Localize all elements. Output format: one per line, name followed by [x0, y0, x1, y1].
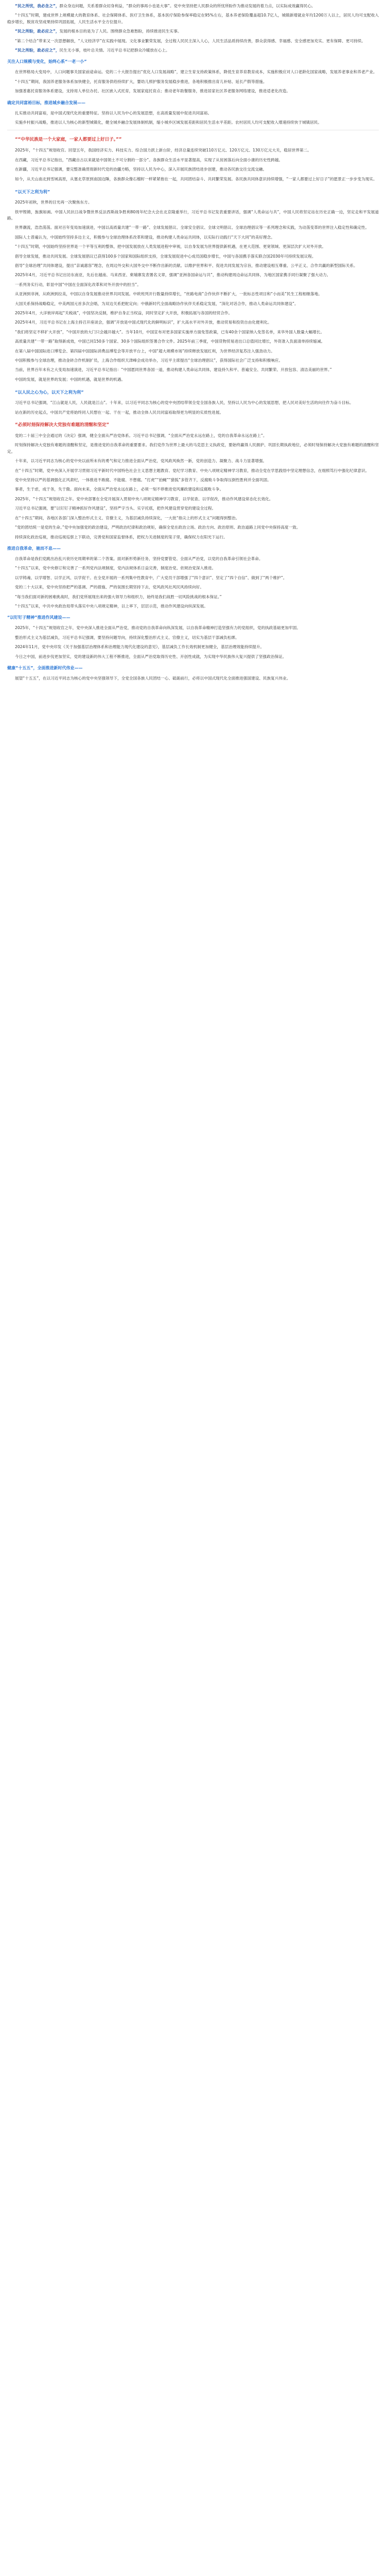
- paragraph-text: 倡导“全球治理”共同体建设，提出“亲诚惠容”理念，在周边外交和大国外交中不断作出新的贡献。以维护世界和平、促进共同发展为宗旨，推动建设相互尊重、公平正义、合作共赢的新型国际关系。: [15, 263, 358, 268]
- subheading: [7, 100, 379, 106]
- paragraph: [7, 110, 379, 116]
- paragraph-text: 2025年初秋，世界的目光再一次聚焦东方。: [15, 200, 92, 205]
- paragraph: [7, 12, 379, 25]
- paragraph: [7, 377, 379, 383]
- paragraph-text: 2025年，“十四五”规划收官。回望五年，我国经济实力、科技实力、综合国力跃上新台阶，经济总量连续突破110万亿元、120万亿元、130万亿元大关，稳居世界第二。: [15, 148, 311, 153]
- paragraph-text: “中华民族是一个大家庭，一家人都要过上好日子。”: [17, 137, 119, 143]
- paragraph-text: 发展的根本目的是为了人民。围绕群众急难愁盼，持续推进民生实事。: [59, 29, 182, 34]
- paragraph: [7, 486, 379, 493]
- paragraph: [7, 477, 379, 483]
- paragraph: [7, 263, 379, 269]
- paragraph: [7, 310, 379, 316]
- paragraph: [7, 79, 379, 85]
- paragraph-text: “十四五”时期，中国始终坚持世界是一个平等互利的整体，把中国发展放在人类发展进程中审视，以自身发展为世界提供新机遇，在更大范围、更宽领域、更深层次扩大对外开放。: [15, 244, 326, 249]
- paragraph-text: 2024年11月，党中央印发《关于加强基层治理体系和治理能力现代化建设的意见》，基层减负工作长效机制更加健全，基层治理效能持续提升。: [15, 645, 265, 650]
- paragraph-text: 党中央坚持以严的基调强化正风肃纪，一体推进不敢腐、不能腐、不想腐。“打虎”“拍蝇”“猎狐”多管齐下，反腐败斗争取得压倒性胜利并全面巩固。: [15, 478, 271, 483]
- paragraph-text: 健康“十五五”，全面推进新时代伟业——: [7, 665, 83, 670]
- paragraph: [7, 575, 379, 581]
- paragraph-text: 时刻保持解决大党独有难题的清醒和坚定，是推进党的自我革命的重要要求。我们党作为世界上最大的马克思主义执政党，要始终赢得人民拥护、巩固长期执政地位，必须时刻保持解决大党独有难题的清醒和坚定。: [7, 443, 379, 454]
- paragraph: [7, 635, 379, 641]
- paragraph: [7, 534, 379, 540]
- paragraph: [7, 603, 379, 609]
- paragraph-text: 整治形式主义为基层减负，习近平总书记强调，要坚持问题导向，持续深化整治形式主义、官僚主义，切实为基层干部减负松绑。: [15, 635, 239, 640]
- paragraph-text: 习近平总书记强调，要“以钉钉子精神抓好作风建设”，坚持严字当头、实字托底，把作风建设贯穿党的建设全过程。: [15, 506, 216, 511]
- paragraph: [7, 329, 379, 335]
- paragraph-text: 中国积极参与全球治理，推动金砖合作机制扩员，上海合作组织天津峰会成功举办，习近平主席提出“全球治理倡议”，获得国际社会广泛支持和积极响应。: [15, 358, 283, 363]
- paragraph-text: 2025年4月，大洋彼岸再起“关税战”，中国坚决反制，维护自身正当权益，同时坚定扩大开放，积极拓展与各国的经贸合作。: [15, 310, 233, 315]
- paragraph-text: 实施乡村振兴战略，推进以人为核心的新型城镇化，健全城乡融合发展体制机制，缩小城乡区域发展差距和居民生活水平差距。农村居民人均可支配收入增速持续快于城镇居民。: [15, 120, 322, 125]
- paragraph-text: 党的二十届三中全会通过的《决定》强调，健全全面从严治党体系。习近平总书记强调，“全面从严治党永远在路上，党的自我革命永远在路上”。: [15, 433, 267, 438]
- paragraph-text: 民生无小事，枝叶总关情。习近平总书记把群众冷暖放在心上。: [59, 48, 170, 53]
- paragraph: [7, 147, 379, 154]
- section-title: [7, 189, 379, 195]
- paragraph-text: 站在新的历史起点，中国共产党将始终同人民想在一起、干在一起，推动全体人民共同富裕取得更为明显的实质性进展。: [15, 410, 224, 415]
- paragraph: [7, 433, 379, 439]
- paragraph-text: 在西藏，习近平总书记指出，“西藏自古以来就是中国领土不可分割的一部分”。各族群众生活水平显著提高，实现了从贫困落后向全面小康的历史性跨越。: [15, 157, 283, 162]
- paragraph-text: 持续深化政治巡视，推动巡视巡察上下联动，完善党和国家监督体系，把权力关进制度的笼子里，确保权力在阳光下运行。: [15, 534, 227, 539]
- paragraph-text: 事者，生于虑，成于务，失于傲。面向未来，全面从严治党永远在路上，必须一刻不停推进党风廉政建设和反腐败斗争。: [15, 487, 224, 492]
- paragraph: [7, 524, 379, 531]
- paragraph-text: 在新疆，习近平总书记强调，要完整准确贯彻新时代党的治疆方略，坚持以人民为中心，深入开展民族团结进步创建，推动各民族交往交流交融。: [15, 167, 267, 172]
- paragraph-text: “十四五”以来，中共中央政治局带头落实中央八项规定精神，以上率下，层层示范，推动作风建设向纵深发展。: [15, 603, 208, 608]
- paragraph-text: 如今，从天山南北到雪域高原，从塞北草原到南国边陲，各族群众像石榴籽一样紧紧抱在一起，共同团结奋斗、共同繁荣发展。各民族共同体意识持续增强，“一家人都要过上好日子”的愿景正一步步变为现实。: [15, 176, 377, 181]
- paragraph-lead: “民之所忧，我必念之”，: [15, 4, 60, 8]
- paragraph: [7, 199, 379, 206]
- paragraph: [7, 253, 379, 260]
- paragraph: [7, 69, 379, 75]
- paragraph: [7, 3, 379, 9]
- paragraph-text: “每当我们面对新的困难挑战时，我们党所展现出来的强大领导力和组织力，始终是我们战胜一切风险挑战的根本保证。”: [15, 594, 222, 599]
- paragraph: [7, 556, 379, 562]
- paragraph-text: 当前，世界百年未有之大变局加速演进，习近平总书记指出：“中国愿同世界各国一道，推动构建人类命运共同体，建设持久和平、普遍安全、共同繁荣、开放包容、清洁美丽的世界。”: [15, 367, 332, 372]
- paragraph-text: “十四五”时期，建成世界上规模最大的教育体系、社会保障体系、医疗卫生体系，基本医疗保险参保率稳定在95%左右，基本养老保险覆盖超10.7亿人，城镇新增就业年均1200万人以上，居民人均可支配收入稳步增长，脱贫攻坚成果持续巩固拓展，人民生活水平全方位提升。: [7, 13, 379, 24]
- paragraph-text: 推进自我革命，驰而不息——: [7, 546, 61, 551]
- paragraph-text: 2025年4月，习近平总书记在上海主持召开座谈会，强调“开放是中国式现代化的鲜明标识”，扩大高水平对外开放，推动贸易和投资自由化便利化。: [15, 320, 272, 325]
- paragraph-text: 倡导全球发展，推动共同发展。全球发展倡议已获得100多个国家和国际组织支持，全球发展促进中心成员国稳步增长，中国与各国携手落实联合国2030年可持续发展议程。: [15, 253, 316, 259]
- subheading: [7, 546, 379, 552]
- paragraph-text: 2025年4月，习近平总书记出访东南亚，先后在越南、马来西亚、柬埔寨发表署名文章，强调“亚洲各国命运与共”，推动构建周边命运共同体，为地区国家携手同行凝聚了强大动力。: [15, 273, 331, 278]
- paragraph: [7, 120, 379, 126]
- paragraph: [7, 47, 379, 54]
- paragraph-text: 国际人士普遍认为，中国始终坚持多边主义，积极参与全球治理体系改革和建设，推动构建人类命运共同体，以实际行动践行“天下大同”的美好理念。: [15, 234, 275, 240]
- paragraph-text: 今日之中国，前进步伐更加坚实，党的建设新的伟大工程不断推进，全面从严治党取得历史性、开创性成就，为实现中华民族伟大复兴提供了坚强政治保证。: [15, 654, 287, 659]
- paragraph: [7, 644, 379, 650]
- paragraph: [7, 348, 379, 354]
- paragraph: [7, 166, 379, 173]
- paragraph-text: 以天下之利为利: [17, 189, 47, 195]
- paragraph-text: “党的团结统一是党的生命。”党中央加强党的政治建设，严明政治纪律和政治规矩，确保全党在政治立场、政治方向、政治原则、政治道路上同党中央保持高度一致。: [15, 525, 301, 530]
- paragraph-text: 加强普惠托育服务体系建设，支持用人单位办托、社区嵌入式托育，发展家庭托育点；推动老年助餐服务，推进居家社区养老服务网络建设，推进适老化改造。: [15, 89, 291, 94]
- paragraph-text: 在“十四五”时期，党中央深入开展学习贯彻习近平新时代中国特色社会主义思想主题教育、党纪学习教育、中央八项规定精神学习教育，推动全党在学思践悟中坚定理想信念，在细照笃行中强化纪律意识。: [15, 468, 370, 473]
- paragraph: [7, 28, 379, 35]
- paragraph-lead: “民之所盼，政必应之”，: [15, 48, 60, 53]
- paragraph: [7, 410, 379, 416]
- paragraph-text: “以钉钉子精神”推进作风建设——: [7, 615, 71, 620]
- paragraph-text: 必须时刻保持解决大党独有难题的清醒和坚定: [17, 422, 107, 428]
- paragraph: [7, 234, 379, 241]
- paragraph: [7, 301, 379, 307]
- paragraph: [7, 400, 379, 406]
- paragraph-text: 高质量共建“一带一路”取得新成效，中国已同150多个国家、30多个国际组织签署合作文件。2025年前三季度，中国货物贸易进出口总值同比增长，外资准入负面清单持续缩减。: [15, 339, 325, 344]
- paragraph: [7, 319, 379, 326]
- paragraph: [7, 291, 379, 297]
- quote-heading: [7, 137, 379, 143]
- paragraph: [7, 157, 379, 163]
- paragraph-text: 确定共同富裕目标，推进城乡融合发展——: [7, 100, 85, 105]
- paragraph: [7, 468, 379, 474]
- paragraph-text: 自我革命是我们党跳出治乱兴衰历史周期率的第二个答案。面对新形势新任务，坚持党要管党、全面从严治党，以党的自我革命引领社会革命。: [15, 556, 263, 561]
- paragraph: [7, 584, 379, 590]
- paragraph: [7, 367, 379, 373]
- paragraph: [7, 442, 379, 455]
- subheading: [7, 615, 379, 621]
- subheading: [7, 665, 379, 671]
- paragraph: [7, 515, 379, 521]
- paragraph: [7, 176, 379, 182]
- paragraph-text: “我们将坚定不移扩大开放”，“中国开放的大门只会越开越大”。当年10月，中国宣布对更多国家实施单方面免签政策，已有40余个国家纳入免签名单，来华外国人数量大幅增长。: [15, 329, 325, 334]
- paragraph-text: 习近平总书记强调，“江山就是人民，人民就是江山”。十年来，以习近平同志为核心的党中央团结带领全党全国各族人民，坚持以人民为中心的发展思想，把人民对美好生活的向往作为奋斗目标。: [15, 400, 354, 405]
- paragraph: [7, 625, 379, 631]
- paragraph-text: 展望“十五五”，在以习近平同志为核心的党中央坚强领导下，全党全国各族人民团结一心、砥砺前行，必将以中国式现代化全面推进强国建设、民族复兴伟业。: [15, 675, 291, 681]
- paragraph: [7, 565, 379, 571]
- paragraph-text: 世界潮流，浩浩荡荡。面对百年变局加速演进，中国以高质量共建“一带一路”、全球发展倡议、全球安全倡议、全球文明倡议、全球治理倡议等一系列理念和实践，为动荡变革的世界注入稳定性和确定性。: [15, 225, 370, 230]
- paragraph: [7, 209, 379, 222]
- subheading: [7, 59, 379, 65]
- paragraph: [7, 358, 379, 364]
- section-title: [7, 389, 379, 396]
- paragraph-text: 十年来，以习近平同志为核心的党中央以前所未有的勇气和定力推进全面从严治党，党风政风焕然一新，党的创造力、凝聚力、战斗力显著增强。: [15, 459, 267, 464]
- paragraph-text: 中国的发展，就是世界的发展；中国的机遇，就是世界的机遇。: [15, 377, 126, 382]
- paragraph: [7, 38, 379, 44]
- paragraph: [7, 244, 379, 250]
- paragraph-text: 从亚洲到非洲，从欧洲到拉美，中国以自身发展推动世界共同发展。中欧班列开行数量持续增长，“丝路电商”合作伙伴不断扩大，一批标志性项目和“小而美”民生工程相继落地。: [15, 292, 322, 297]
- quote-heading: [7, 422, 379, 429]
- paragraph: [7, 675, 379, 682]
- paragraph-text: 一系列务实行动，彰显中国“中国在全面深化改革和对外开放中的担当”。: [15, 282, 141, 287]
- paragraph-lead: “民之所盼，政必应之”，: [15, 29, 60, 34]
- paragraph: [7, 282, 379, 288]
- paragraph-text: 扎实推动共同富裕，是中国式现代化的重要特征。坚持以人民为中心的发展思想，在高质量发展中促进共同富裕。: [15, 110, 212, 115]
- paragraph: [7, 505, 379, 512]
- article-body: [0, 0, 386, 682]
- paragraph-text: 在世界格局大变局中，人口问题事关国家前途命运。党的二十大报告提出“优化人口发展战略”，建立生育支持政策体系，降低生育养育教育成本，实施积极应对人口老龄化国家战略，发展养老事业和养老产业。: [15, 70, 377, 75]
- paragraph-text: 大国关系保持战略稳定，中美两国元首多次会晤，为双边关系把舵定向；中俄新时代全面战略协作伙伴关系稳定发展，“深化对话合作，推动人类命运共同体建设”。: [15, 301, 299, 306]
- paragraph: [7, 88, 379, 94]
- paragraph: [7, 272, 379, 278]
- paragraph-text: 2025年，“十四五”规划收官之年，党中央深入推进全面从严治党，推动党的自我革命向纵深发展，以自我革命精神打造坚强有力的党组织，党的执政基础更加牢固。: [15, 625, 301, 631]
- paragraph-text: 群众身边问题，关系着群众切身利益，“群众的事再小也是大事”。党中央坚持把人民群众的所忧所盼作为推动发展的着力点，以实际成效赢得民心。: [59, 4, 315, 8]
- paragraph-text: 以学铸魂、以学增智、以学正风、以学促干。在全党开展的一系列集中性教育中，广大党员干部增强了“四个意识”、坚定了“四个自信”、做到了“两个维护”。: [15, 575, 287, 580]
- paragraph-text: 铁甲铿锵，旌旗如画。中国人民抗日战争暨世界反法西斯战争胜利80周年纪念大会在北京隆重举行，习近平总书记发表重要讲话，强调“人类命运与共”，中国人民将坚定站在历史正确一边，坚定走和平发展道路。: [7, 209, 379, 221]
- paragraph: [7, 458, 379, 464]
- paragraph-text: 在第八届中国国际进口博览会、第四届中国国际消费品博览会等开放平台上，中国“超大规模市场”持续释放发展红利，为世界经济复苏注入强劲动力。: [15, 348, 275, 353]
- paragraph-text: 在“十四五”期间，各地区各部门深入整治形式主义、官僚主义，为基层减负持续深化，一大批“指尖上的形式主义”问题得到整治。: [15, 515, 240, 520]
- paragraph-text: 2025年，“十四五”规划收官之年。党中央部署在全党开展深入贯彻中央八项规定精神学习教育，以学促查、以学促改，推动作风建设常态化长效化。: [15, 496, 273, 501]
- paragraph-text: “十四五”以来，党中央修订和完善了一系列党内法规制度，党内法规体系日益完善，制度治党、依规治党深入推进。: [15, 566, 216, 571]
- paragraph-text: 以人民之心为心，以天下之利为利: [17, 389, 81, 395]
- paragraph: [7, 338, 379, 345]
- paragraph: [7, 496, 379, 502]
- paragraph-text: 党的二十大以来，党中央坚持把严的基调、严的措施、严的氛围长期坚持下去，党风政风社风民风持续向好。: [15, 585, 204, 590]
- paragraph-text: 关注人口规模与变化，始终心系“一老一小”: [7, 59, 87, 64]
- paragraph: [7, 225, 379, 231]
- paragraph: [7, 594, 379, 600]
- paragraph: [7, 654, 379, 660]
- paragraph-text: “十四五”期间，我国养老服务体系加快健全，托育服务供给持续扩大，婴幼儿照护服务发展稳步推进，各地积极推出育儿补贴、延长产假等措施。: [15, 79, 267, 84]
- paragraph-text: “第二个结合”带来又一次思想解放，“人文经济学”在实践中展现。文化事业繁荣发展，全过程人民民主深入人心，人民生活品质持续改善，群众获得感、幸福感、安全感更加充实、更有保障、更可持续。: [15, 38, 365, 43]
